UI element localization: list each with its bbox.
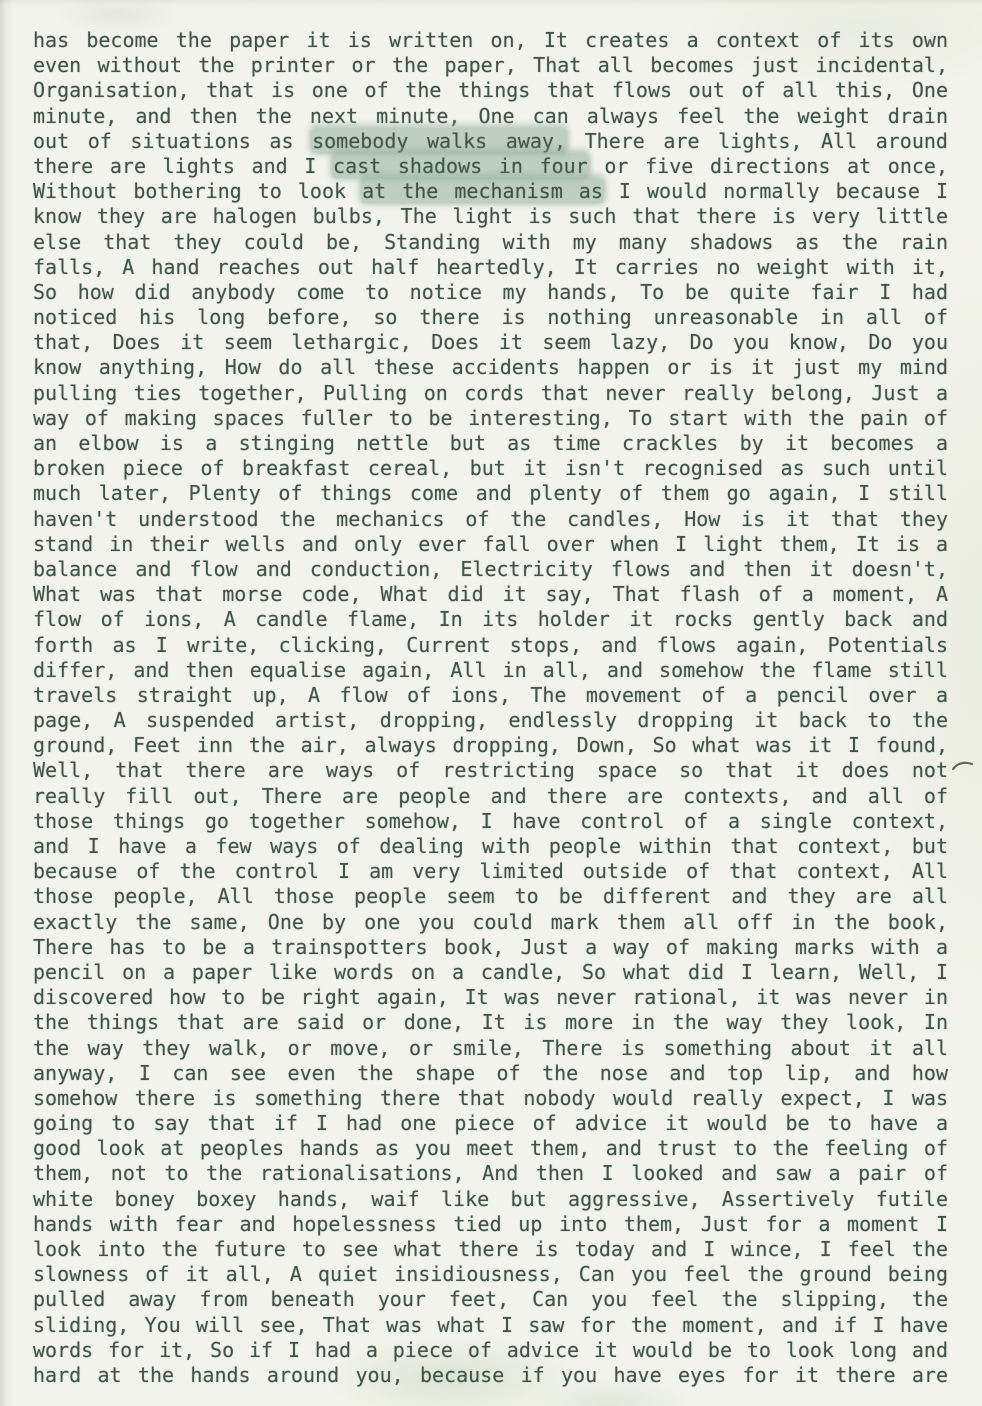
- text-segment: slowness of it all, A quiet insidiousness, Can you feel the ground being: [33, 1262, 948, 1287]
- text-segment: those people, All those people seem to be different and they are all: [33, 884, 948, 909]
- pen-squiggle-mark: [952, 758, 974, 774]
- text-segment: discovered how to be right again, It was never rational, it was never in: [33, 985, 948, 1010]
- text-line: [33, 230, 948, 255]
- text-line: [33, 1086, 948, 1111]
- text-segment: pulled away from beneath your feet, Can you feel the slipping, the: [33, 1287, 948, 1312]
- text-line: [33, 1237, 948, 1262]
- text-line: [33, 104, 948, 129]
- text-segment: There has to be a trainspotters book, Just a way of making marks with a: [33, 934, 948, 959]
- text-segment: broken piece of breakfast cereal, but it isn't recognised as such until: [33, 456, 948, 481]
- text-line: [33, 179, 948, 204]
- text-segment: out of situations as: [33, 128, 313, 153]
- text-line: [33, 381, 948, 406]
- text-line: [33, 129, 948, 154]
- text-segment: way of making spaces fuller to be interesting, To start with the pain of: [33, 405, 948, 430]
- text-line: [33, 658, 948, 683]
- text-segment: pencil on a paper like words on a candle, So what did I learn, Well, I: [33, 959, 948, 984]
- text-segment: So how did anybody come to notice my hands, To be quite fair I had: [33, 279, 948, 304]
- text-segment: really fill out, There are people and there are contexts, and all of: [33, 783, 948, 808]
- text-line: [33, 884, 948, 909]
- text-segment: haven't understood the mechanics of the candles, How is it that they: [33, 506, 948, 531]
- text-line: [33, 1111, 948, 1136]
- text-line: [33, 910, 948, 935]
- text-segment: the things that are said or done, It is more in the way they look, In: [33, 1010, 948, 1035]
- text-line: [33, 532, 948, 557]
- highlighted-text: at the mechanism as: [362, 179, 603, 204]
- text-segment: Organisation, that is one of the things that flows out of all this, One: [33, 78, 948, 103]
- text-segment: stand in their wells and only ever fall over when I light them, It is a: [33, 531, 948, 556]
- text-line: [33, 834, 948, 859]
- text-segment: an elbow is a stinging nettle but as time crackles by it becomes a: [33, 431, 948, 455]
- text-line: [33, 204, 948, 229]
- text-line: [33, 406, 948, 431]
- text-line: [33, 733, 948, 758]
- text-segment: pulling ties together, Pulling on cords that never really belong, Just a: [33, 380, 948, 405]
- text-line: [33, 960, 948, 985]
- highlighted-text: somebody walks away,: [312, 128, 567, 153]
- text-line: [33, 1212, 948, 1237]
- text-segment: or five directions at once,: [587, 153, 948, 178]
- text-segment: Well, that there are ways of restricting space so that it does not: [33, 758, 948, 783]
- text-segment: hands with fear and hopelessness tied up into them, Just for a moment I: [33, 1211, 948, 1236]
- text-line: [33, 633, 948, 658]
- text-line: [33, 607, 948, 632]
- typewritten-text: [33, 28, 948, 1388]
- text-line: [33, 758, 948, 783]
- text-segment: forth as I write, clicking, Current stops, and flows again, Potentials: [33, 632, 948, 657]
- text-line: [33, 456, 948, 481]
- text-line: [33, 935, 948, 960]
- text-segment: sliding, You will see, That was what I saw for the moment, and if I have: [33, 1312, 948, 1337]
- text-line: [33, 1036, 948, 1061]
- text-line: [33, 305, 948, 330]
- text-line: [33, 481, 948, 506]
- text-segment: good look at peoples hands as you meet them, and trust to the feeling of: [33, 1136, 948, 1161]
- text-line: [33, 1262, 948, 1287]
- text-segment: somehow there is something there that nobody would really expect, I was: [33, 1085, 948, 1110]
- text-line: [33, 1010, 948, 1035]
- text-segment: much later, Plenty of things come and plenty of them go again, I still: [33, 481, 948, 506]
- text-line: [33, 1161, 948, 1186]
- text-line: [33, 1061, 948, 1086]
- text-segment: anyway, I can see even the shape of the nose and top lip, and how: [33, 1060, 948, 1085]
- text-line: [33, 355, 948, 380]
- text-line: [33, 859, 948, 884]
- text-segment: hard at the hands around you, because if you have eyes for it there are: [33, 1362, 948, 1387]
- text-segment: balance and flow and conduction, Electricity flows and then it doesn't,: [33, 556, 948, 581]
- text-segment: look into the future to see what there is today and I wince, I feel the: [33, 1237, 948, 1261]
- text-segment: What was that morse code, What did it say, That flash of a moment, A: [33, 582, 948, 607]
- text-line: [33, 1338, 948, 1363]
- text-line: [33, 557, 948, 582]
- text-segment: flow of ions, A candle flame, In its holder it rocks gently back and: [33, 607, 948, 632]
- text-segment: minute, and then the next minute, One can always feel the weight drain: [33, 103, 948, 128]
- text-line: [33, 809, 948, 834]
- text-segment: know they are halogen bulbs, The light is such that there is very little: [33, 204, 948, 229]
- text-line: [33, 985, 948, 1010]
- text-line: [33, 431, 948, 456]
- text-segment: differ, and then equalise again, All in all, and somehow the flame still: [33, 657, 948, 682]
- text-segment: that, Does it seem lethargic, Does it seem lazy, Do you know, Do you: [33, 330, 948, 355]
- text-line: [33, 683, 948, 708]
- text-line: [33, 1136, 948, 1161]
- text-line: [33, 708, 948, 733]
- text-line: [33, 1287, 948, 1312]
- text-line: [33, 330, 948, 355]
- text-segment: has become the paper it is written on, It creates a context of its own: [33, 28, 948, 52]
- text-segment: because of the control I am very limited outside of that context, All: [33, 859, 948, 884]
- text-line: [33, 1363, 948, 1388]
- text-segment: I would normally because I: [602, 179, 948, 204]
- text-segment: else that they could be, Standing with my many shadows as the rain: [33, 229, 948, 254]
- text-segment: white boney boxey hands, waif like but aggressive, Assertively futile: [33, 1186, 948, 1211]
- text-segment: ground, Feet inn the air, always dropping, Down, So what was it I found,: [33, 733, 948, 758]
- text-line: [33, 28, 948, 53]
- text-segment: going to say that if I had one piece of advice it would be to have a: [33, 1111, 948, 1136]
- text-line: [33, 78, 948, 103]
- text-segment: even without the printer or the paper, That all becomes just incidental,: [33, 53, 948, 78]
- text-segment: Without bothering to look: [33, 179, 363, 204]
- text-segment: exactly the same, One by one you could mark them all off in the book,: [33, 909, 948, 934]
- text-segment: noticed his long before, so there is nothing unreasonable in all of: [33, 305, 948, 330]
- highlighted-text: cast shadows in four: [333, 153, 588, 178]
- text-segment: know anything, How do all these accidents happen or is it just my mind: [33, 355, 948, 380]
- text-segment: there are lights and I: [33, 153, 334, 178]
- text-segment: travels straight up, A flow of ions, The movement of a pencil over a: [33, 682, 948, 707]
- text-line: [33, 507, 948, 532]
- text-line: [33, 1313, 948, 1338]
- text-line: [33, 53, 948, 78]
- text-line: [33, 582, 948, 607]
- text-line: [33, 154, 948, 179]
- text-segment: falls, A hand reaches out half heartedly, It carries no weight with it,: [33, 254, 948, 279]
- text-line: [33, 255, 948, 280]
- text-segment: There are lights, All around: [566, 128, 948, 153]
- text-segment: them, not to the rationalisations, And then I looked and saw a pair of: [33, 1161, 948, 1186]
- text-segment: page, A suspended artist, dropping, endlessly dropping it back to the: [33, 708, 948, 733]
- text-segment: those things go together somehow, I have control of a single context,: [33, 808, 948, 833]
- text-segment: and I have a few ways of dealing with people within that context, but: [33, 834, 948, 858]
- text-line: [33, 280, 948, 305]
- text-segment: words for it, So if I had a piece of advice it would be to look long and: [33, 1337, 948, 1362]
- text-line: [33, 784, 948, 809]
- text-line: [33, 1187, 948, 1212]
- text-segment: the way they walk, or move, or smile, There is something about it all: [33, 1035, 948, 1060]
